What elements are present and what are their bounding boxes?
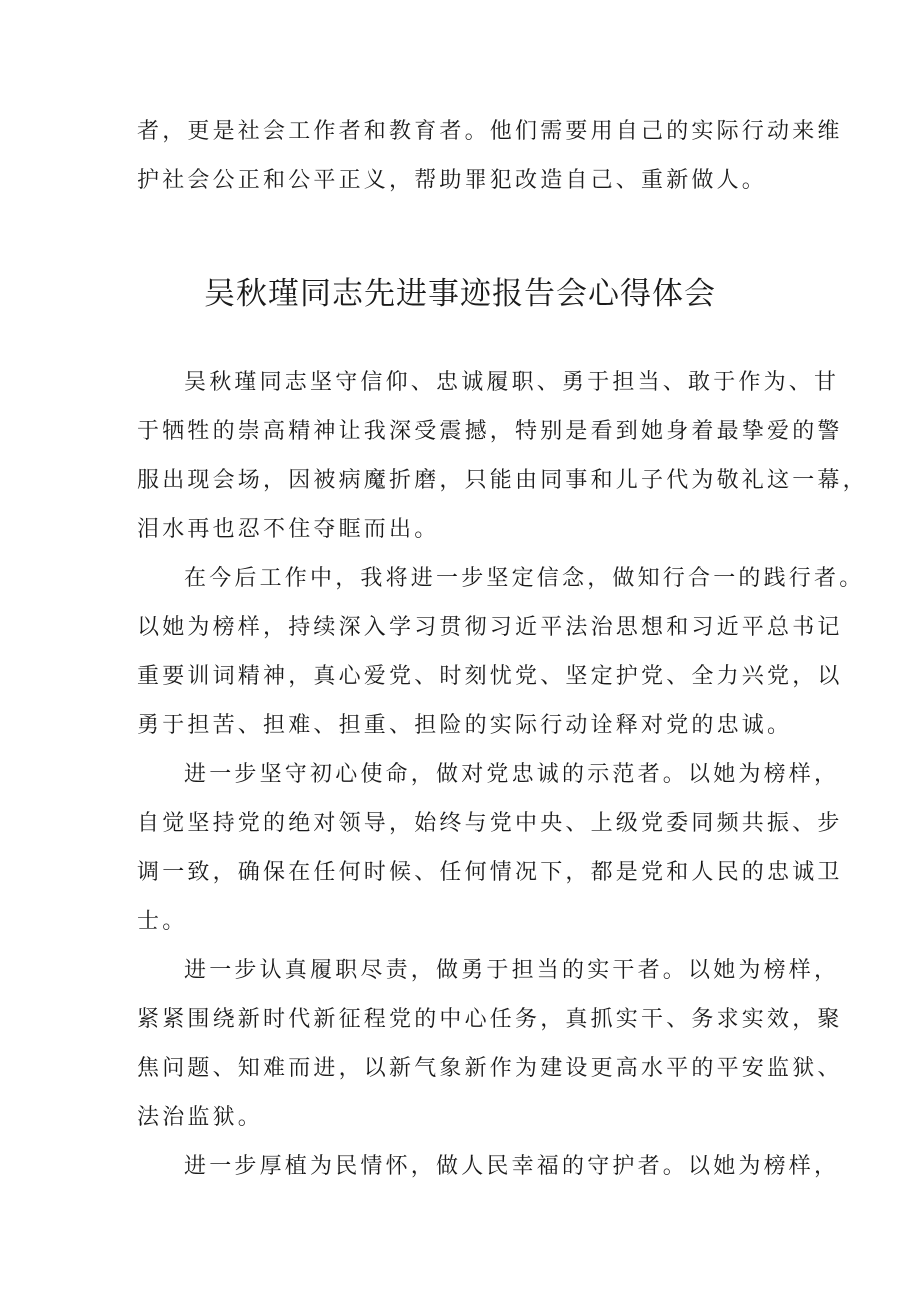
paragraph-line: 自觉坚持党的绝对领导，始终与党中央、上级党委同频共振、步 (137, 811, 843, 836)
paragraph-line: 进一步厚植为民情怀，做人民幸福的守护者。以她为榜样， (184, 1154, 840, 1179)
paragraph-line: 在今后工作中，我将进一步坚定信念，做知行合一的践行者。 (184, 566, 865, 591)
paragraph-line: 焦问题、知难而进，以新气象新作为建设更高水平的平安监狱、 (137, 1056, 843, 1081)
paragraph-line: 服出现会场，因被病魔折磨，只能由同事和儿子代为敬礼这一幕， (137, 468, 868, 493)
paragraph-line: 吴秋瑾同志坚守信仰、忠诚履职、勇于担当、敢于作为、甘 (184, 370, 840, 395)
paragraph-line: 泪水再也忍不住夺眶而出。 (137, 517, 440, 542)
intro-line: 护社会公正和公平正义，帮助罪犯改造自己、重新做人。 (137, 168, 768, 193)
paragraph-line: 于牺牲的崇高精神让我深受震撼，特别是看到她身着最挚爱的警 (137, 419, 843, 444)
paragraph-line: 士。 (137, 909, 188, 934)
paragraph-line: 勇于担苦、担难、担重、担险的实际行动诠释对党的忠诚。 (137, 713, 793, 738)
paragraph-line: 以她为榜样，持续深入学习贯彻习近平法治思想和习近平总书记 (137, 615, 843, 640)
paragraph-line: 进一步认真履职尽责，做勇于担当的实干者。以她为榜样， (184, 958, 840, 983)
intro-line: 者，更是社会工作者和教育者。他们需要用自己的实际行动来维 (137, 119, 843, 144)
paragraph-line: 调一致，确保在任何时候、任何情况下，都是党和人民的忠诚卫 (137, 860, 843, 885)
paragraph-line: 法治监狱。 (137, 1105, 264, 1130)
paragraph-line: 紧紧围绕新时代新征程党的中心任务，真抓实干、务求实效，聚 (137, 1007, 843, 1032)
paragraph-line: 进一步坚守初心使命，做对党忠诚的示范者。以她为榜样， (184, 762, 840, 787)
document-title: 吴秋瑾同志先进事迹报告会心得体会 (204, 276, 716, 312)
paragraph-line: 重要训词精神，真心爱党、时刻忧党、坚定护党、全力兴党，以 (137, 664, 843, 689)
